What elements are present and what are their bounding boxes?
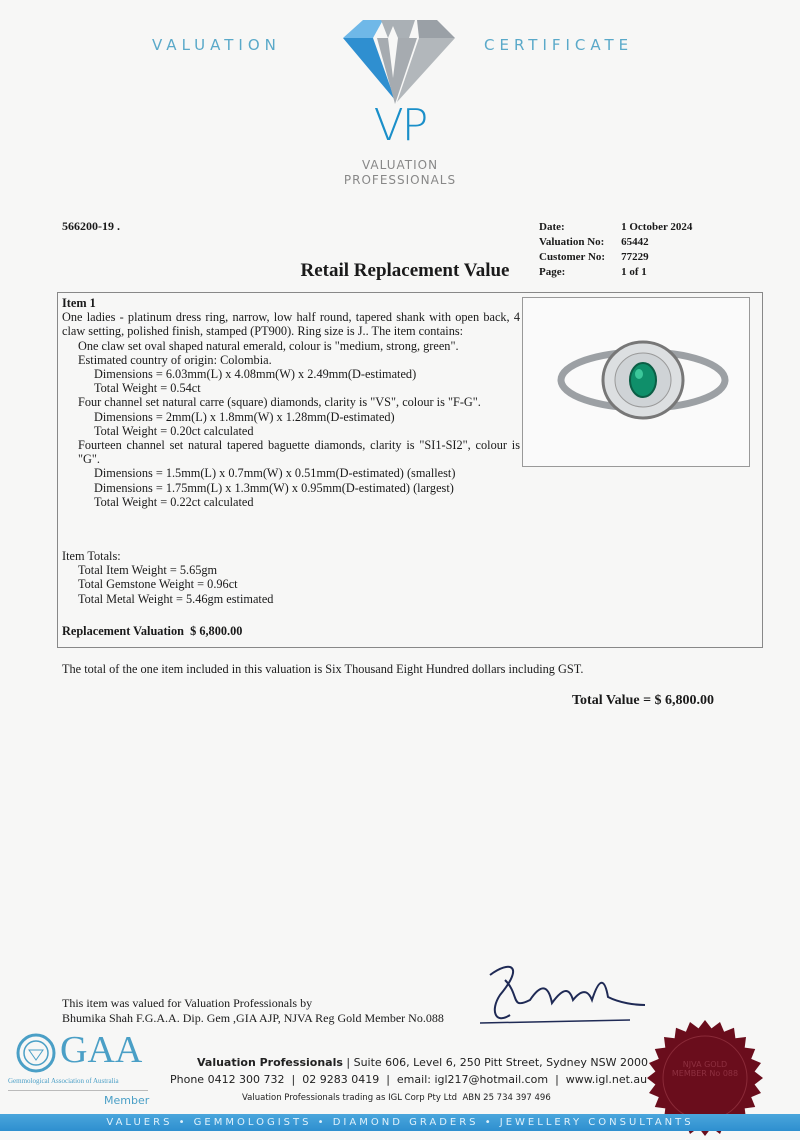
item-heading: Item 1	[62, 296, 96, 310]
header-certificate: CERTIFICATE	[484, 36, 634, 54]
vp-logo: VP	[373, 100, 427, 151]
replacement-label: Replacement Valuation	[62, 624, 184, 638]
date-label: Date:	[539, 221, 565, 233]
item-description: One ladies - platinum dress ring, narrow, low half round, tapered shank with open back, 4 claw setting, polished finish, stamped (PT900). Ring size is J.. The item contains:	[62, 310, 520, 339]
summary-text: The total of the one item included in this valuation is Six Thousand Eight Hundred dollars including GST.	[62, 662, 584, 676]
item-line: Dimensions = 6.03mm(L) x 4.08mm(W) x 2.49mm(D-estimated)	[94, 367, 417, 382]
ring-photo	[522, 297, 750, 467]
gaa-name: Gemmological Association of Australia	[8, 1077, 119, 1085]
date-value: 1 October 2024	[621, 221, 693, 233]
item-line: Dimensions = 2mm(L) x 1.8mm(W) x 1.28mm(D-estimated)	[94, 409, 395, 424]
valuer-line1: This item was valued for Valuation Professionals by	[62, 996, 313, 1010]
diamond-logo-icon	[333, 18, 463, 106]
logo-sub-valuation: VALUATION	[361, 158, 439, 172]
item-line: Total Weight = 0.54ct	[94, 381, 201, 396]
gaa-logo: GAA	[60, 1029, 143, 1071]
item-line: Dimensions = 1.75mm(L) x 1.3mm(W) x 0.95mm(D-estimated) (largest)	[94, 480, 454, 495]
footer-trading: Valuation Professionals trading as IGL Corp Pty Ltd ABN 25 734 397 496	[242, 1093, 551, 1103]
item-totals	[62, 549, 362, 606]
header-valuation: VALUATION	[152, 36, 281, 54]
total-value: Total Value = $ 6,800.00	[572, 693, 715, 708]
item-content	[62, 296, 520, 509]
seal-text: NJVA GOLD MEMBER No 088	[671, 1060, 739, 1078]
item-line: Estimated country of origin: Colombia.	[78, 352, 272, 367]
footer-company: Valuation Professionals	[197, 1056, 343, 1069]
page-label: Page:	[539, 266, 566, 278]
valuation-no-value: 65442	[621, 236, 649, 248]
footer-address-text: | Suite 606, Level 6, 250 Pitt Street, Sydney NSW 2000	[342, 1056, 648, 1069]
replacement-valuation	[62, 624, 242, 638]
gaa-emblem-icon	[16, 1033, 56, 1073]
footer-contact: Phone 0412 300 732 | 02 9283 0419 | email: igl217@hotmail.com | www.igl.net.au	[170, 1073, 648, 1086]
total-metal-weight: Total Metal Weight = 5.46gm estimated	[78, 591, 274, 606]
reference-number: 566200-19 .	[62, 219, 120, 233]
item-lines	[62, 339, 520, 509]
item-line: Total Weight = 0.20ct calculated	[94, 423, 254, 438]
item-line: One claw set oval shaped natural emerald, colour is "medium, strong, green".	[78, 338, 459, 353]
totals-heading: Item Totals:	[62, 549, 121, 563]
page-title: Retail Replacement Value	[300, 260, 510, 281]
item-line: Total Weight = 0.22ct calculated	[94, 494, 254, 509]
footer-band: VALUERS • GEMMOLOGISTS • DIAMOND GRADERS • JEWELLERY CONSULTANTS	[0, 1114, 800, 1131]
customer-no-label: Customer No:	[539, 251, 606, 263]
item-line: Fourteen channel set natural tapered baguette diamonds, clarity is "SI1-SI2", colour is "G".	[78, 438, 520, 467]
ring-image-icon	[523, 298, 749, 466]
total-item-weight: Total Item Weight = 5.65gm	[78, 563, 218, 578]
page-value: 1 of 1	[621, 266, 647, 278]
footer-address	[197, 1056, 648, 1069]
replacement-value: $ 6,800.00	[190, 624, 243, 638]
gaa-member: Member	[104, 1094, 150, 1107]
signature-icon	[470, 955, 650, 1035]
customer-no-value: 77229	[621, 251, 649, 263]
valuation-no-label: Valuation No:	[539, 236, 605, 248]
gaa-divider	[8, 1090, 148, 1091]
item-line: Four channel set natural carre (square) diamonds, clarity is "VS", colour is "F-G".	[78, 395, 481, 410]
valuer-line2: Bhumika Shah F.G.A.A. Dip. Gem ,GIA AJP, NJVA Reg Gold Member No.088	[62, 1011, 444, 1025]
total-gemstone-weight: Total Gemstone Weight = 0.96ct	[78, 577, 238, 592]
logo-sub-professionals: PROFESSIONALS	[343, 173, 457, 187]
item-line: Dimensions = 1.5mm(L) x 0.7mm(W) x 0.51mm(D-estimated) (smallest)	[94, 466, 456, 481]
